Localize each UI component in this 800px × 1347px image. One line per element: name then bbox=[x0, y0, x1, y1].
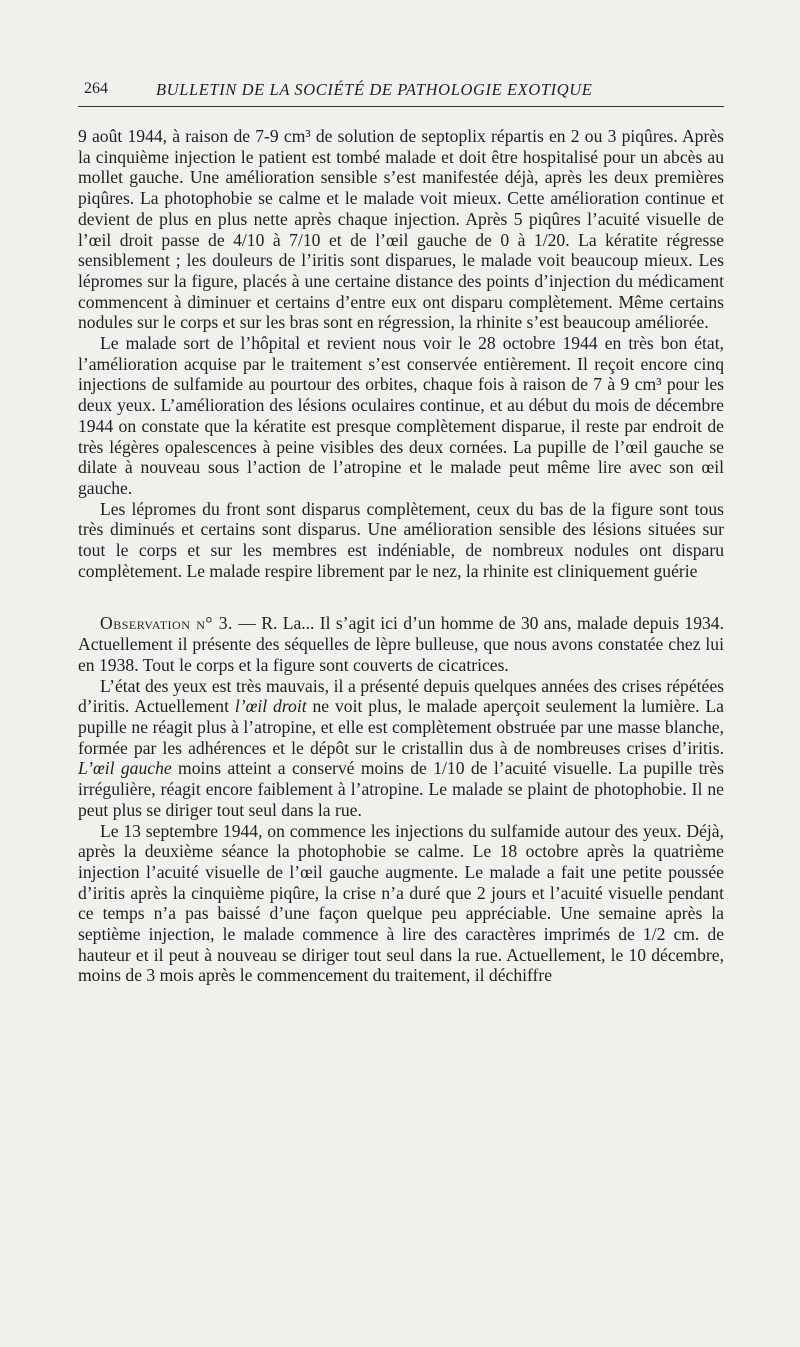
section-gap bbox=[78, 581, 724, 613]
left-eye-italic: L’œil gauche bbox=[78, 758, 172, 779]
paragraph-5-part-c: moins atteint a conservé moins de 1/10 de l’acuité visuelle. La pupille très irrégulière, réagit encore faiblement à l’atropine. Le malade se plaint de photophobie. Il ne peut plus se diriger tout seul dans la rue. bbox=[78, 758, 724, 820]
paragraph-5-part-a: L’état des yeux est très mauvais, il a présenté depuis quelques années des crises répétées d’iritis. Actuellement bbox=[78, 675, 724, 717]
running-title: BULLETIN DE LA SOCIÉTÉ DE PATHOLOGIE EXOTIQUE bbox=[156, 80, 593, 99]
paragraph-6: Le 13 septembre 1944, on commence les injections du sulfamide autour des yeux. Déjà, après la deuxième séance la photophobie se calme. Le 18 octobre après la quatrième injection l’acuité visuelle de l’œil gauche augmente. Le malade a fait une petite poussée d’iritis après la cinquième piqûre, la crise n’a duré que 2 jours et l’acuité visuelle pendant ce temps n’a pas baissé d’une façon quelque peu appréciable. Une semaine après la septième injection, le malade commence à lire des caractères imprimés de 1/2 cm. de hauteur et il peut à nouveau se diriger tout seul dans la rue. Actuellement, le 10 décembre, moins de 3 mois après le commencement du traitement, il déchiffre bbox=[78, 820, 724, 986]
paragraph-5 bbox=[78, 676, 724, 821]
body-text bbox=[78, 126, 724, 986]
page-number: 264 bbox=[84, 80, 108, 97]
paragraph-5-part-b: ne voit plus, le malade aperçoit seulement la lumière. La pupille ne réagit plus à l’atropine, et elle est complètement obstruée par une masse blanche, formée par les adhérences et le dépôt sur le cristallin dus à de nombreuses crises d’iritis. bbox=[78, 696, 724, 758]
observation-heading: Observation n° 3. bbox=[100, 613, 233, 634]
paragraph-observation-3 bbox=[78, 613, 724, 675]
page-header bbox=[78, 74, 724, 107]
paragraph-2: Le malade sort de l’hôpital et revient nous voir le 28 octobre 1944 en très bon état, l’amélioration acquise par le traitement s’est conservée entièrement. Il reçoit encore cinq injections de sulfamide au pourtour des orbites, chaque fois à raison de 7 à 9 cm³ pour les deux yeux. L’amélioration des lésions oculaires continue, et au début du mois de décembre 1944 on constate que la kératite est presque complètement disparue, il reste par endroit de très légères opalescences à peine visibles des deux cornées. La pupille de l’œil gauche se dilate à nouveau sous l’action de l’atropine et le malade peut même lire avec son œil gauche. bbox=[78, 333, 724, 498]
paragraph-3: Les lépromes du front sont disparus complètement, ceux du bas de la figure sont tous très diminués et certains sont disparus. Une amélioration sensible des lésions situées sur tout le corps et sur les membres est indéniable, de nombreux nodules ont disparu complètement. Le malade respire librement par le nez, la rhinite est cliniquement guérie bbox=[78, 498, 724, 581]
observation-text: — R. La... Il s’agit ici d’un homme de 30 ans, malade depuis 1934. Actuellement il présente des séquelles de lèpre bulleuse, que nous avons constatée chez lui en 1938. Tout le corps et la figure sont couverts de cicatrices. bbox=[78, 613, 724, 675]
paragraph-1: 9 août 1944, à raison de 7-9 cm³ de solution de septoplix répartis en 2 ou 3 piqûres. Après la cinquième injection le patient est tombé malade et doit être hospitalisé pour un abcès au mollet gauche. Une amélioration sensible s’est manifestée déjà, après les deux premières piqûres. La photophobie se calme et le malade voit mieux. Cette amélioration continue et devient de plus en plus nette après chaque injection. Après 5 piqûres l’acuité visuelle de l’œil droit passe de 4/10 à 7/10 et de l’œil gauche de 0 à 1/20. La kératite régresse sensiblement ; les douleurs de l’iritis sont disparues, le malade voit beaucoup mieux. Les lépromes sur la figure, placés à une certaine distance des points d’injection du médicament commencent à diminuer et certains d’entre eux ont disparu complètement. Même certains nodules sur le corps et sur les bras sont en régression, la rhinite s’est beaucoup améliorée. bbox=[78, 126, 724, 333]
right-eye-italic: l’œil droit bbox=[234, 696, 307, 717]
